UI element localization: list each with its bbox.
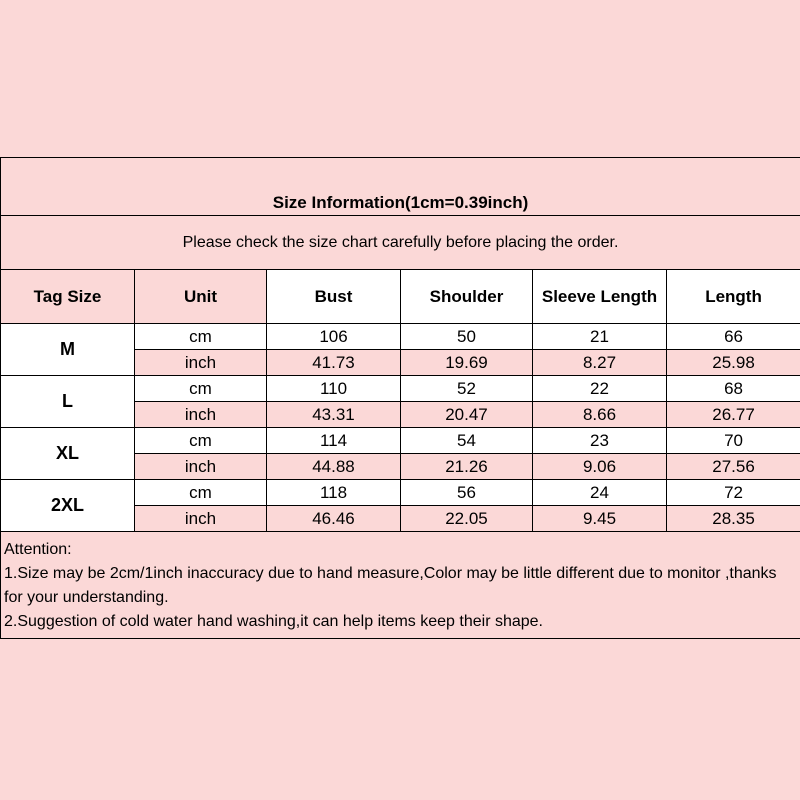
measurement-cell: 70 xyxy=(667,428,800,454)
measurement-cell: 22.05 xyxy=(401,506,533,532)
unit-cell: cm xyxy=(135,376,267,402)
measurement-cell: 41.73 xyxy=(267,350,401,376)
chart-subtitle: Please check the size chart carefully before placing the order. xyxy=(1,216,800,270)
header-bust: Bust xyxy=(267,270,401,324)
measurement-cell: 54 xyxy=(401,428,533,454)
measurement-cell: 50 xyxy=(401,324,533,350)
tag-size-cell: M xyxy=(1,324,135,376)
measurement-cell: 8.27 xyxy=(533,350,667,376)
measurement-cell: 56 xyxy=(401,480,533,506)
measurement-cell: 24 xyxy=(533,480,667,506)
measurement-cell: 106 xyxy=(267,324,401,350)
size-table xyxy=(0,157,800,639)
attention-notes xyxy=(1,532,800,639)
measurement-cell: 52 xyxy=(401,376,533,402)
table-row xyxy=(1,428,800,454)
measurement-cell: 27.56 xyxy=(667,454,800,480)
header-row xyxy=(1,270,800,324)
measurement-cell: 9.45 xyxy=(533,506,667,532)
measurement-cell: 72 xyxy=(667,480,800,506)
header-length: Length xyxy=(667,270,800,324)
measurement-cell: 28.35 xyxy=(667,506,800,532)
tag-size-cell: XL xyxy=(1,428,135,480)
measurement-cell: 19.69 xyxy=(401,350,533,376)
attention-line-2: 2.Suggestion of cold water hand washing,it can help items keep their shape. xyxy=(4,613,543,630)
measurement-cell: 21 xyxy=(533,324,667,350)
header-shoulder: Shoulder xyxy=(401,270,533,324)
table-row xyxy=(1,376,800,402)
measurement-cell: 68 xyxy=(667,376,800,402)
measurement-cell: 23 xyxy=(533,428,667,454)
size-chart xyxy=(0,157,800,639)
unit-cell: cm xyxy=(135,324,267,350)
size-body xyxy=(1,324,800,532)
measurement-cell: 8.66 xyxy=(533,402,667,428)
measurement-cell: 118 xyxy=(267,480,401,506)
measurement-cell: 110 xyxy=(267,376,401,402)
attention-line-1: 1.Size may be 2cm/1inch inaccuracy due to hand measure,Color may be little different due to monitor ,thanks for your understanding. xyxy=(4,565,777,606)
measurement-cell: 66 xyxy=(667,324,800,350)
measurement-cell: 26.77 xyxy=(667,402,800,428)
chart-title: Size Information(1cm=0.39inch) xyxy=(1,158,800,216)
header-sleeve-length: Sleeve Length xyxy=(533,270,667,324)
tag-size-cell: 2XL xyxy=(1,480,135,532)
measurement-cell: 20.47 xyxy=(401,402,533,428)
header-unit: Unit xyxy=(135,270,267,324)
unit-cell: inch xyxy=(135,454,267,480)
attention-heading: Attention: xyxy=(4,541,72,558)
measurement-cell: 114 xyxy=(267,428,401,454)
measurement-cell: 21.26 xyxy=(401,454,533,480)
unit-cell: cm xyxy=(135,480,267,506)
tag-size-cell: L xyxy=(1,376,135,428)
table-row xyxy=(1,480,800,506)
unit-cell: inch xyxy=(135,350,267,376)
measurement-cell: 44.88 xyxy=(267,454,401,480)
unit-cell: inch xyxy=(135,402,267,428)
table-row xyxy=(1,324,800,350)
measurement-cell: 25.98 xyxy=(667,350,800,376)
measurement-cell: 9.06 xyxy=(533,454,667,480)
unit-cell: inch xyxy=(135,506,267,532)
measurement-cell: 43.31 xyxy=(267,402,401,428)
measurement-cell: 46.46 xyxy=(267,506,401,532)
unit-cell: cm xyxy=(135,428,267,454)
measurement-cell: 22 xyxy=(533,376,667,402)
header-tag-size: Tag Size xyxy=(1,270,135,324)
